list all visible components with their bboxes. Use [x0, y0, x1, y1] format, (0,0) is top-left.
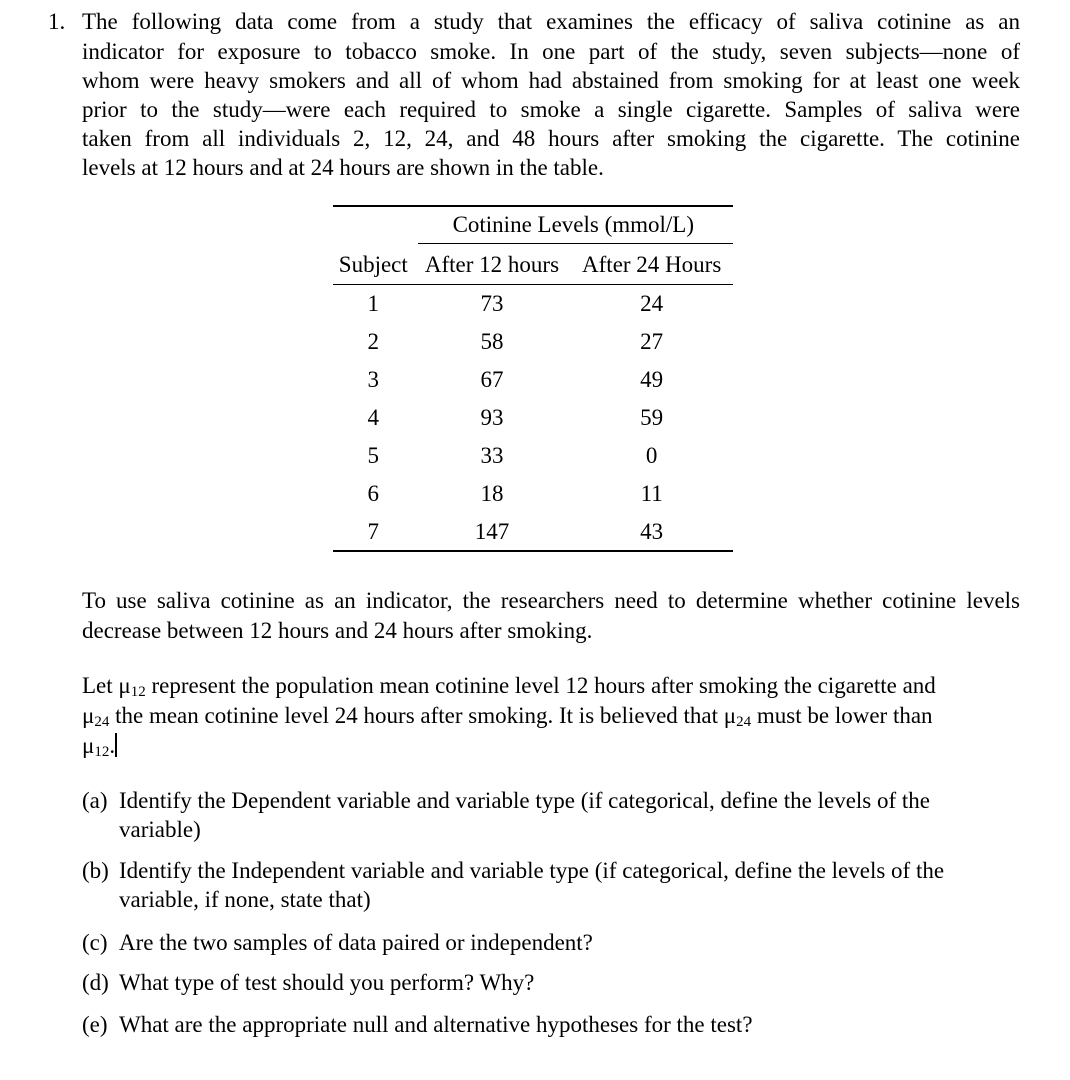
- mu-symbol: μ: [118, 673, 131, 698]
- table-cell: 59: [640, 405, 664, 430]
- text: .: [109, 733, 116, 758]
- question-text: variable): [119, 817, 201, 842]
- table-cell: 93: [480, 405, 504, 430]
- text-line: indicator for exposure to tobacco smoke. In one part of the study, seven subjects—none of: [82, 39, 1020, 64]
- col-header: Subject: [338, 251, 408, 277]
- subscript: 12: [94, 744, 110, 760]
- text-line: levels at 12 hours and at 24 hours are shown in the table.: [82, 155, 604, 180]
- col-header: After 24 Hours: [582, 251, 722, 277]
- question-label: (c): [82, 930, 108, 955]
- subscript: 24: [736, 714, 752, 730]
- text: represent the population mean cotinine level 12 hours after smoking the cigarette and: [145, 673, 936, 698]
- question-label: (b): [82, 858, 109, 883]
- table-cell: 43: [640, 519, 664, 544]
- subscript: 24: [94, 714, 110, 730]
- table-cell: 147: [474, 519, 510, 544]
- table-row: [333, 475, 733, 513]
- text: the mean cotinine level 24 hours after smoking. It is believed that: [109, 703, 724, 728]
- question-text: variable, if none, state that): [119, 887, 371, 912]
- question-label: (d): [82, 970, 109, 995]
- table-cell: 27: [640, 329, 664, 354]
- text-line: decrease between 12 hours and 24 hours after smoking.: [82, 618, 593, 643]
- mu-symbol: μ: [723, 703, 737, 728]
- table-cell: 58: [480, 329, 504, 354]
- table-cell: 18: [480, 481, 504, 506]
- col-header: After 12 hours: [424, 251, 560, 277]
- question-label: (e): [82, 1012, 108, 1037]
- text: Let: [82, 673, 119, 698]
- table-cell: 11: [640, 481, 663, 506]
- table-cell: 4: [367, 405, 380, 430]
- text-line: prior to the study—were each required to smoke a single cigarette. Samples of saliva were: [82, 97, 1020, 122]
- text-line: To use saliva cotinine as an indicator, the researchers need to determine whether cotinine levels: [82, 588, 1020, 613]
- table-cell: 2: [367, 329, 380, 354]
- table-cell: 73: [480, 291, 504, 316]
- question-text: What are the appropriate null and alternative hypotheses for the test?: [119, 1012, 753, 1037]
- question-text: What type of test should you perform? Why?: [119, 970, 535, 995]
- table-row: [333, 437, 733, 475]
- table-cell: 0: [645, 443, 658, 468]
- table-row: [333, 285, 733, 323]
- question-label: (a): [82, 788, 108, 813]
- problem-number: 1.: [48, 9, 66, 34]
- mu-symbol: μ: [82, 703, 95, 728]
- question-text: Identify the Independent variable and variable type (if categorical, define the levels of the: [119, 858, 945, 883]
- table-title: Cotinine Levels (mmol/L): [452, 212, 695, 237]
- text-cursor: [115, 733, 117, 757]
- question-text: Are the two samples of data paired or independent?: [119, 930, 593, 955]
- text-line: taken from all individuals 2, 12, 24, and 48 hours after smoking the cigarette. The cotinine: [82, 126, 1020, 151]
- table-cell: 7: [367, 519, 380, 544]
- cotinine-table: [333, 206, 733, 551]
- table-cell: 67: [480, 367, 504, 392]
- table-cell: 6: [367, 481, 380, 506]
- text-line: whom were heavy smokers and all of whom had abstained from smoking for at least one week: [82, 68, 1020, 93]
- table-cell: 1: [367, 291, 380, 316]
- table-cell: 33: [480, 443, 504, 468]
- table-row: [333, 399, 733, 437]
- table-cell: 24: [640, 291, 664, 316]
- table-cell: 49: [640, 367, 664, 392]
- table-row: [333, 361, 733, 399]
- question-text: Identify the Dependent variable and variable type (if categorical, define the levels of the: [119, 788, 931, 813]
- mu-symbol: μ: [82, 733, 95, 758]
- table-row: [333, 323, 733, 361]
- text-line: The following data come from a study that examines the efficacy of saliva cotinine as an: [82, 9, 1020, 34]
- table-cell: 3: [367, 367, 380, 392]
- text-line[interactable]: [82, 731, 1020, 767]
- table-cell: 5: [367, 443, 380, 468]
- subscript: 12: [130, 684, 146, 700]
- text: must be lower than: [751, 703, 933, 728]
- table-row: [333, 513, 733, 551]
